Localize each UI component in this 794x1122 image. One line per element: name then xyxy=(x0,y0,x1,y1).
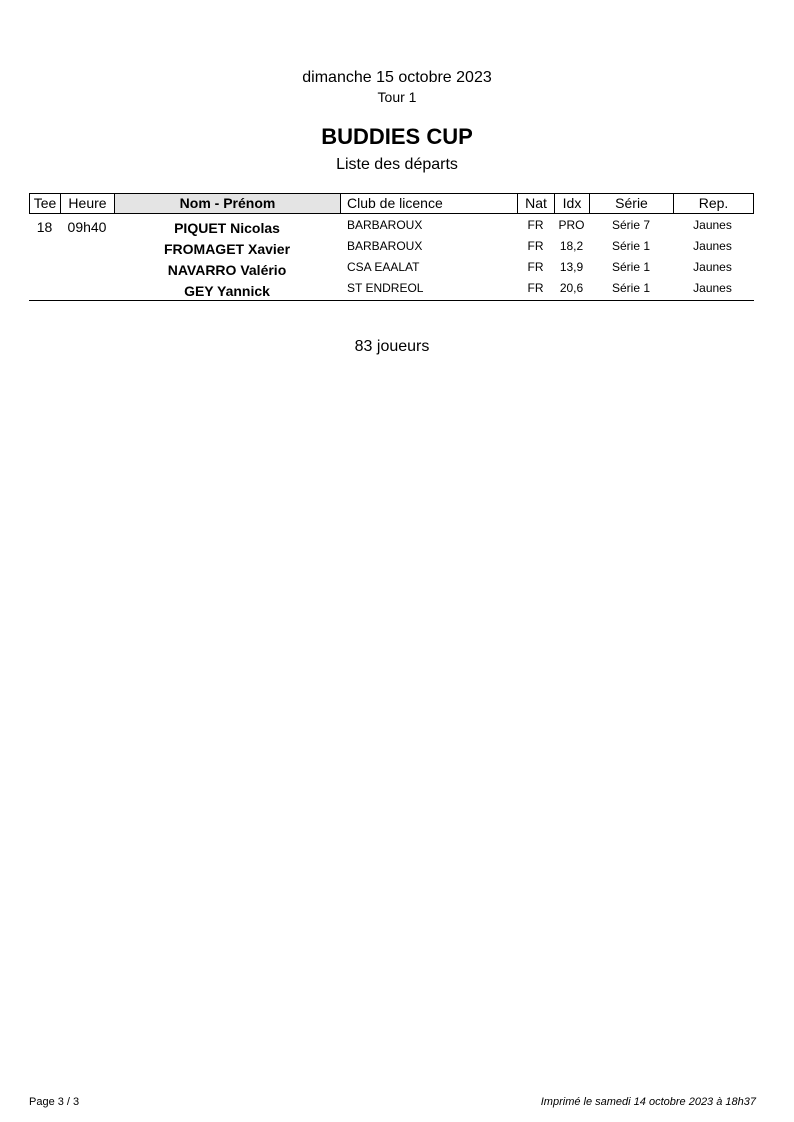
player-tee-color: Jaunes xyxy=(693,260,732,274)
player-nat: FR xyxy=(527,218,544,232)
player-serie: Série 1 xyxy=(611,260,651,274)
table-row xyxy=(29,280,754,301)
list-subtitle: Liste des départs xyxy=(336,156,458,173)
player-club: ST ENDREOL xyxy=(347,281,424,295)
table-row xyxy=(29,259,754,280)
column-header-name: Nom - Prénom xyxy=(115,194,341,213)
player-serie: Série 7 xyxy=(611,218,651,232)
player-idx: 13,9 xyxy=(559,260,584,274)
player-tee-color: Jaunes xyxy=(693,218,732,232)
column-header-tee: Tee xyxy=(30,194,61,213)
player-name: NAVARRO Valério xyxy=(167,262,287,278)
column-header-rep: Rep. xyxy=(674,194,753,213)
event-title: BUDDIES CUP xyxy=(321,124,473,149)
player-idx: 20,6 xyxy=(559,281,584,295)
column-header-idx: Idx xyxy=(555,194,590,213)
player-tee-color: Jaunes xyxy=(693,239,732,253)
player-serie: Série 1 xyxy=(611,239,651,253)
event-date: dimanche 15 octobre 2023 xyxy=(302,69,492,86)
player-tee-color: Jaunes xyxy=(693,281,732,295)
player-idx: PRO xyxy=(558,218,585,232)
player-club: BARBAROUX xyxy=(347,218,423,232)
tee-number: 18 xyxy=(36,219,53,235)
player-serie: Série 1 xyxy=(611,281,651,295)
player-name: GEY Yannick xyxy=(184,283,270,299)
table-header xyxy=(29,193,754,214)
player-nat: FR xyxy=(527,281,544,295)
player-club: BARBAROUX xyxy=(347,239,423,253)
player-count: 83 joueurs xyxy=(354,338,430,355)
column-header-time: Heure xyxy=(61,194,115,213)
print-timestamp: Imprimé le samedi 14 octobre 2023 à 18h37 xyxy=(540,1096,756,1108)
table-bottom-divider xyxy=(29,300,754,301)
column-header-nat: Nat xyxy=(518,194,555,213)
player-idx: 18,2 xyxy=(559,239,584,253)
column-header-club: Club de licence xyxy=(341,194,518,213)
player-nat: FR xyxy=(527,239,544,253)
round-label: Tour 1 xyxy=(377,89,417,105)
page-number: Page 3 / 3 xyxy=(29,1096,80,1108)
player-nat: FR xyxy=(527,260,544,274)
player-club: CSA EAALAT xyxy=(347,260,420,274)
start-time: 09h40 xyxy=(67,219,107,235)
player-name: PIQUET Nicolas xyxy=(174,220,280,236)
table-row xyxy=(29,238,754,259)
player-name: FROMAGET Xavier xyxy=(163,241,291,257)
column-header-serie: Série xyxy=(590,194,674,213)
table-row xyxy=(29,217,754,238)
